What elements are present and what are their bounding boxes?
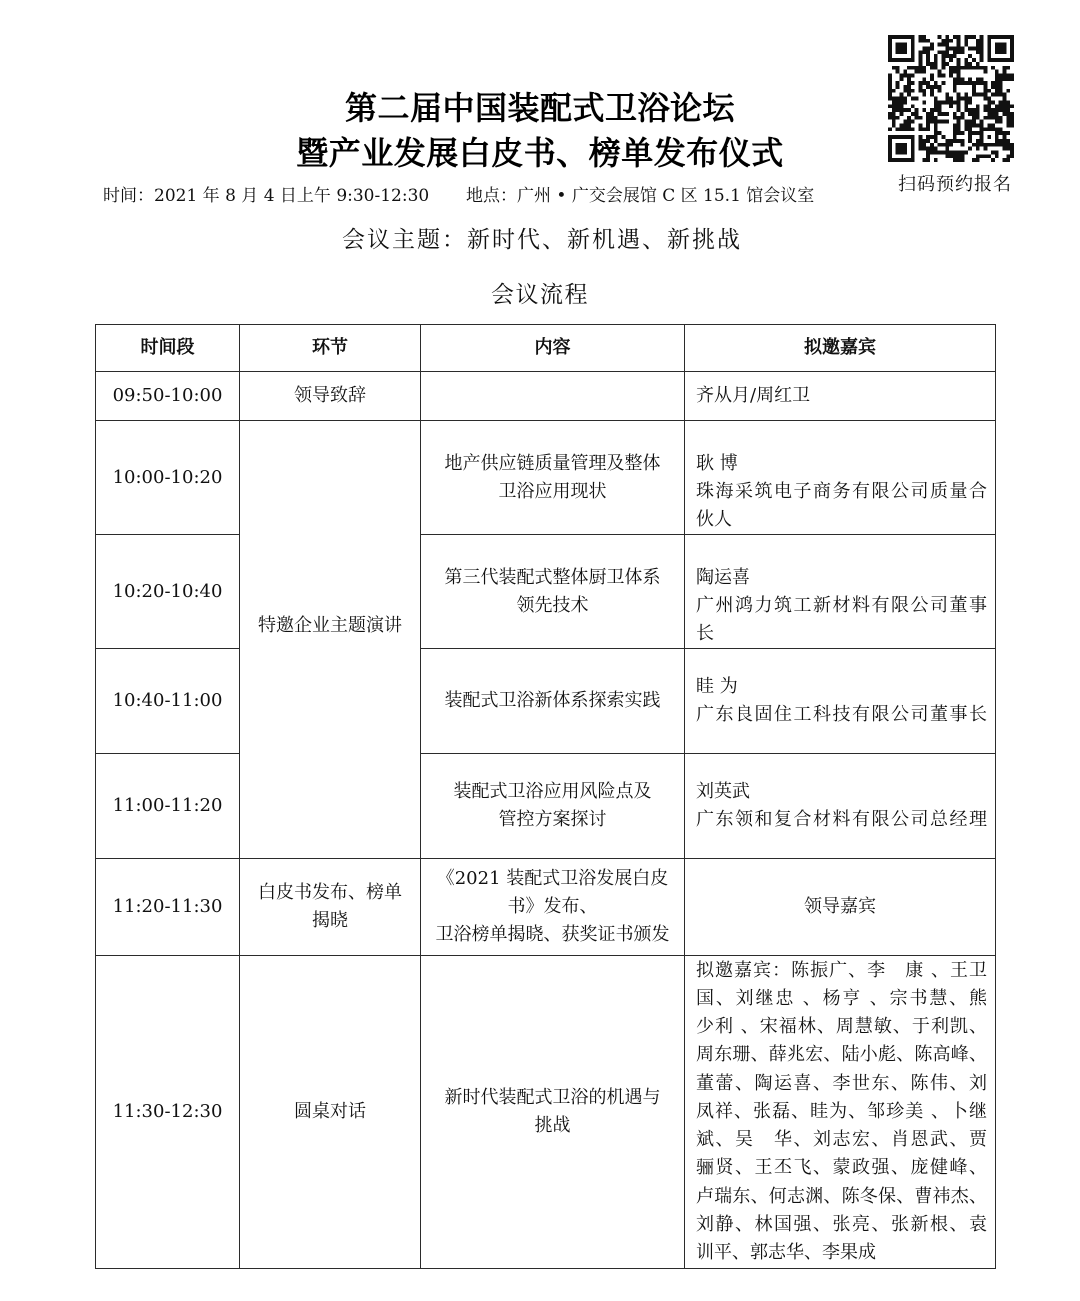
time-cell: 11:20-11:30 bbox=[96, 859, 240, 956]
table-row bbox=[96, 372, 996, 421]
segment-cell-keynote bbox=[240, 421, 421, 859]
content-cell bbox=[421, 372, 685, 421]
guest-line: 广东领和复合材料有限公司总经理 bbox=[696, 809, 987, 830]
guests-cell bbox=[685, 649, 996, 754]
content-line: 卫浴应用现状 bbox=[498, 480, 607, 502]
guest-name: 陶运喜 bbox=[696, 567, 750, 588]
time-cell: 11:30-12:30 bbox=[96, 956, 240, 1269]
table-row bbox=[96, 535, 996, 649]
conference-theme: 会议主题：新时代、新机遇、新挑战 bbox=[342, 227, 742, 253]
guest-name: 眭 为 bbox=[696, 676, 738, 697]
qr-caption: 扫码预约报名 bbox=[898, 174, 1012, 195]
content-cell bbox=[421, 859, 685, 956]
guests-cell bbox=[685, 754, 996, 859]
content-cell bbox=[421, 649, 685, 754]
header-guests: 拟邀嘉宾 bbox=[685, 325, 996, 372]
event-location: 地点：广州 • 广交会展馆 C 区 15.1 馆会议室 bbox=[466, 186, 815, 206]
table-row bbox=[96, 421, 996, 535]
guest-list-line: 凤祥、张磊、眭为、邹珍美 、卜继 bbox=[696, 1100, 987, 1122]
header-content: 内容 bbox=[421, 325, 685, 372]
content-cell bbox=[421, 956, 685, 1269]
content-line: 装配式卫浴应用风险点及 bbox=[453, 781, 652, 802]
event-time: 时间：2021 年 8 月 4 日上午 9:30-12:30 bbox=[103, 186, 430, 206]
content-cell bbox=[421, 535, 685, 649]
guest-list-line: 周东珊、薛兆宏、陆小彪、陈高峰、 bbox=[696, 1044, 987, 1066]
segment-line: 领导致辞 bbox=[294, 385, 366, 406]
guests-cell bbox=[685, 535, 996, 649]
content-line: 《2021 装配式卫浴发展白皮 bbox=[436, 868, 669, 889]
content-line: 书》发布、 bbox=[507, 896, 598, 917]
guest-line: 长 bbox=[696, 623, 714, 644]
guest-list-line: 少利 、宋福林、周慧敏、于利凯、 bbox=[696, 1016, 987, 1038]
segment-line: 揭晓 bbox=[312, 910, 348, 931]
content-line: 卫浴榜单揭晓、获奖证书颁发 bbox=[435, 924, 670, 945]
page-title-line-1: 第二届中国装配式卫浴论坛 bbox=[344, 89, 735, 127]
table-row bbox=[96, 649, 996, 754]
agenda-table bbox=[95, 324, 996, 1269]
guests-cell bbox=[685, 372, 996, 421]
table-header-row bbox=[96, 325, 996, 372]
guest-line: 广东良固住工科技有限公司董事长 bbox=[696, 704, 987, 725]
time-cell: 11:00-11:20 bbox=[96, 754, 240, 859]
guest-line: 伙人 bbox=[696, 509, 732, 530]
time-cell: 09:50-10:00 bbox=[96, 372, 240, 421]
guest-list-line: 训平、郭志华、李果成 bbox=[696, 1241, 876, 1263]
guest-line: 领导嘉宾 bbox=[804, 896, 876, 917]
guest-list-line: 骊贤、王丕飞、蒙政强、庞健峰、 bbox=[696, 1157, 987, 1179]
content-line: 挑战 bbox=[534, 1115, 571, 1136]
content-line: 第三代装配式整体厨卫体系 bbox=[444, 566, 661, 588]
content-line: 管控方案探讨 bbox=[498, 809, 607, 830]
segment-cell bbox=[240, 372, 421, 421]
guest-list-line: 董蕾、陶运喜、李世东、陈伟、刘 bbox=[696, 1072, 987, 1094]
guest-line: 齐从月/周红卫 bbox=[696, 385, 811, 406]
segment-line: 白皮书发布、榜单 bbox=[258, 882, 402, 903]
table-row bbox=[96, 956, 996, 1269]
guest-list-line: 刘静、林国强、张亮、张新根、袁 bbox=[696, 1213, 987, 1235]
guest-list-line: 国、刘继忠 、杨亨 、宗书慧、熊 bbox=[696, 988, 987, 1010]
guests-cell bbox=[685, 421, 996, 535]
content-cell bbox=[421, 421, 685, 535]
segment-cell bbox=[240, 859, 421, 956]
guest-list-line: 拟邀嘉宾：陈振广、李 康 、王卫 bbox=[696, 959, 987, 981]
guest-list-line: 斌、吴 华、刘志宏、肖恩武、贾 bbox=[696, 1129, 987, 1151]
content-line: 地产供应链质量管理及整体 bbox=[444, 452, 661, 474]
guest-list-line: 卢瑞东、何志渊、陈冬保、曹祎杰、 bbox=[696, 1185, 987, 1207]
guest-line: 珠海采筑电子商务有限公司质量合 bbox=[696, 481, 987, 502]
time-cell: 10:00-10:20 bbox=[96, 421, 240, 535]
segment-line: 特邀企业主题演讲 bbox=[258, 614, 402, 636]
time-cell: 10:20-10:40 bbox=[96, 535, 240, 649]
guest-name: 耿 博 bbox=[696, 453, 738, 474]
content-line: 装配式卫浴新体系探索实践 bbox=[444, 690, 661, 711]
content-line: 新时代装配式卫浴的机遇与 bbox=[444, 1087, 661, 1108]
content-cell bbox=[421, 754, 685, 859]
guests-cell bbox=[685, 859, 996, 956]
page-title-line-2: 暨产业发展白皮书、榜单发布仪式 bbox=[296, 134, 784, 172]
segment-line: 圆桌对话 bbox=[294, 1101, 366, 1122]
agenda-heading: 会议流程 bbox=[491, 282, 589, 308]
guests-cell-roundtable bbox=[685, 956, 996, 1269]
header-time: 时间段 bbox=[96, 325, 240, 372]
header-segment: 环节 bbox=[240, 325, 421, 372]
table-row bbox=[96, 859, 996, 956]
table-row bbox=[96, 754, 996, 859]
content-line: 领先技术 bbox=[516, 594, 589, 616]
segment-cell bbox=[240, 956, 421, 1269]
guest-name: 刘英武 bbox=[696, 781, 750, 802]
guest-line: 广州鸿力筑工新材料有限公司董事 bbox=[696, 595, 987, 616]
time-cell: 10:40-11:00 bbox=[96, 649, 240, 754]
